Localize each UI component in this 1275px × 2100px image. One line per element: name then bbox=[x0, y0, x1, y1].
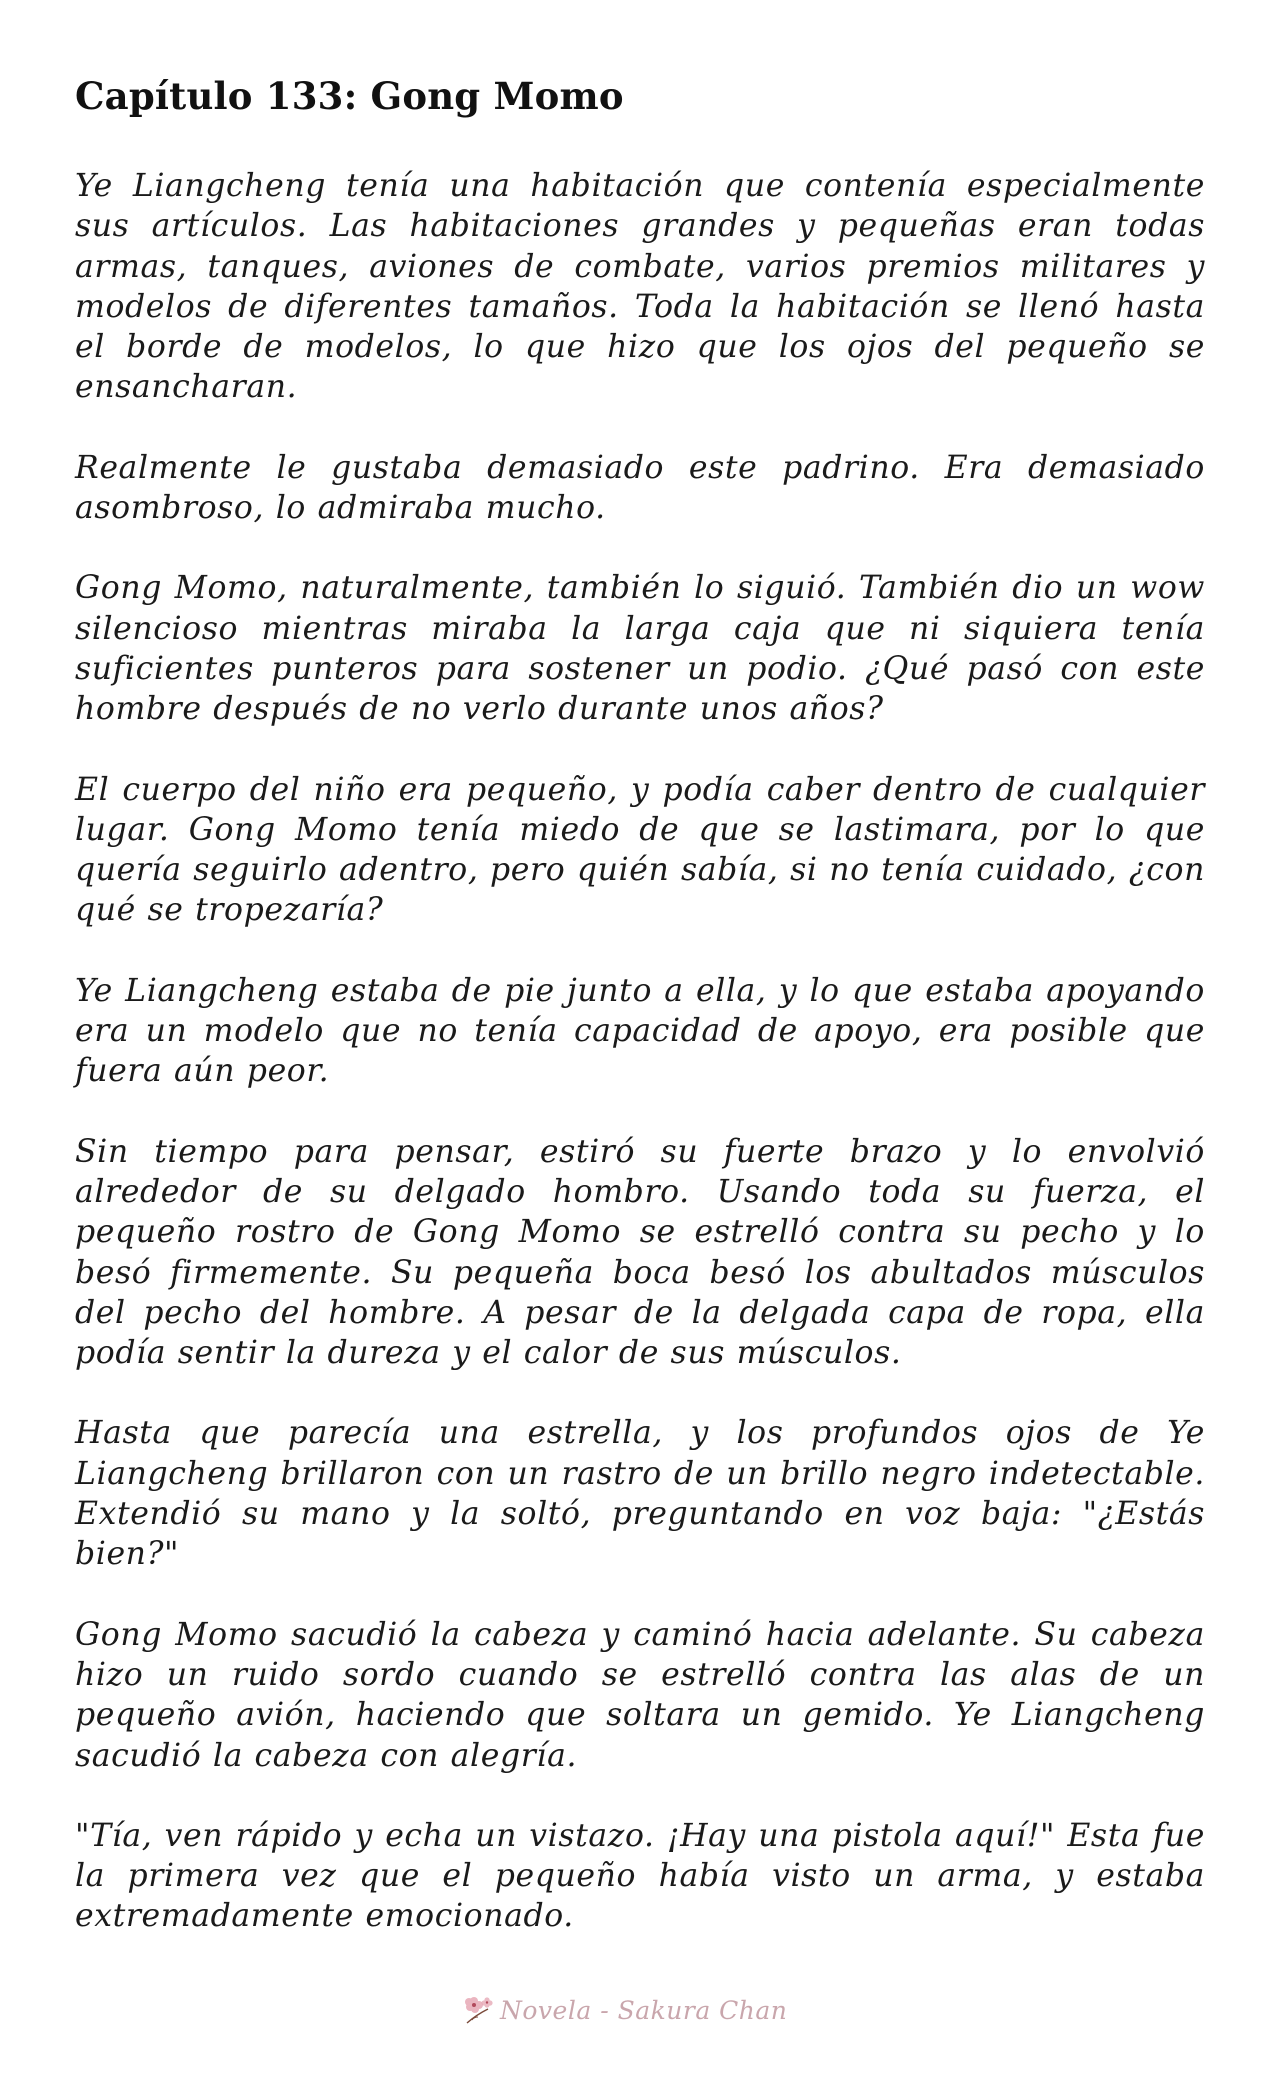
sakura-flower-icon bbox=[462, 1993, 496, 2027]
paragraph: Hasta que parecía una estrella, y los profundos ojos de Ye Liangcheng brillaron con un rastro de un brillo negro indetectable. Extendió su mano y la soltó, preguntando en voz baja: "¿Estás bien?" bbox=[75, 1415, 1205, 1573]
watermark bbox=[462, 1985, 787, 2035]
chapter-title: Capítulo 133: Gong Momo bbox=[75, 74, 624, 118]
paragraph: Gong Momo, naturalmente, también lo siguió. También dio un wow silencioso mientras miraba la larga caja que ni siquiera tenía suficientes punteros para sostener un podio. ¿Qué pasó con este hombre después de no verlo durante unos años? bbox=[75, 570, 1205, 728]
paragraph: Sin tiempo para pensar, estiró su fuerte brazo y lo envolvió alrededor de su delgado hombro. Usando toda su fuerza, el pequeño rostro de Gong Momo se estrelló contra su pecho y lo besó firmemente. Su pequeña boca besó los abultados músculos del pecho del hombre. A pesar de la delgada capa de ropa, ella podía sentir la dureza y el calor de sus músculos. bbox=[75, 1133, 1205, 1372]
paragraph: Realmente le gustaba demasiado este padrino. Era demasiado asombroso, lo admiraba mucho. bbox=[75, 449, 1205, 527]
paragraph: Ye Liangcheng estaba de pie junto a ella, y lo que estaba apoyando era un modelo que no tenía capacidad de apoyo, era posible que fuera aún peor. bbox=[75, 972, 1205, 1090]
paragraph: "Tía, ven rápido y echa un vistazo. ¡Hay una pistola aquí!" Esta fue la primera vez que el pequeño había visto un arma, y estaba extremadamente emocionado. bbox=[75, 1817, 1205, 1935]
paragraph: Gong Momo sacudió la cabeza y caminó hacia adelante. Su cabeza hizo un ruido sordo cuando se estrelló contra las alas de un pequeño avión, haciendo que soltara un gemido. Ye Liangcheng sacudió la cabeza con alegría. bbox=[75, 1616, 1205, 1774]
chapter-body bbox=[75, 166, 1205, 1977]
paragraph: El cuerpo del niño era pequeño, y podía caber dentro de cualquier lugar. Gong Momo tenía miedo de que se lastimara, por lo que quería seguirlo adentro, pero quién sabía, si no tenía cuidado, ¿con qué se tropezaría? bbox=[75, 771, 1205, 929]
paragraph: Ye Liangcheng tenía una habitación que contenía especialmente sus artículos. Las habitaciones grandes y pequeñas eran todas armas, tanques, aviones de combate, varios premios militares y modelos de diferentes tamaños. Toda la habitación se llenó hasta el borde de modelos, lo que hizo que los ojos del pequeño se ensancharan. bbox=[75, 168, 1205, 406]
watermark-text: Novela - Sakura Chan bbox=[500, 1995, 788, 2025]
